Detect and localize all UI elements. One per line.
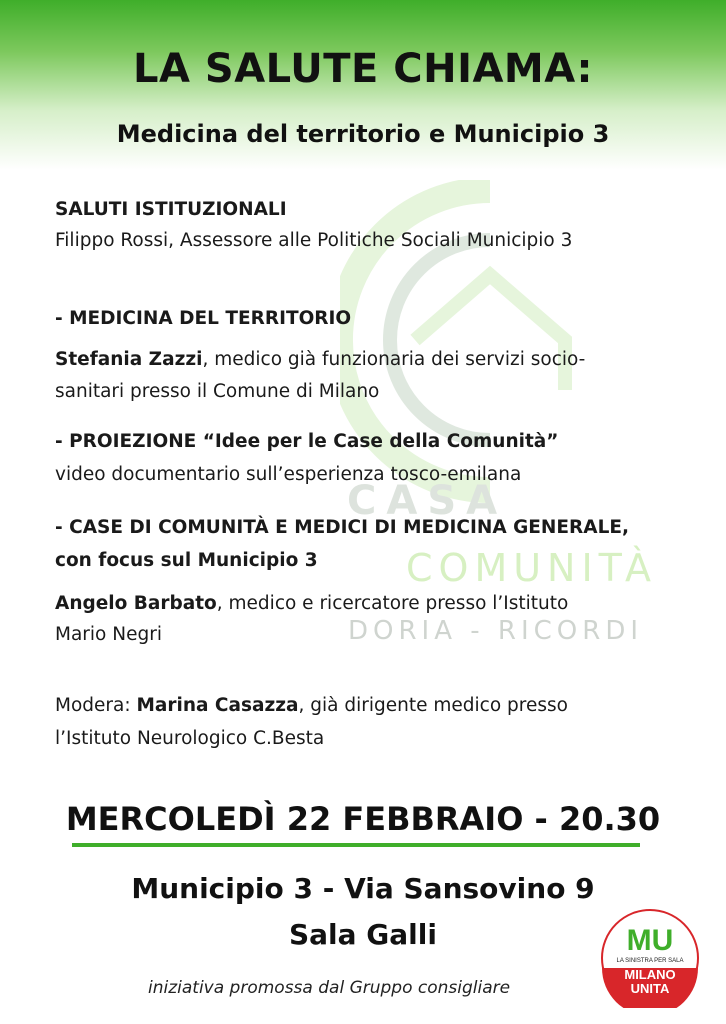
watermark-doria-text: DORIA - RICORDI (348, 616, 644, 646)
modera-name: Marina Casazza (136, 695, 299, 716)
milano-unita-logo-icon (600, 908, 700, 1008)
zazzi-line1 (55, 345, 585, 374)
page-title: LA SALUTE CHIAMA: (133, 46, 593, 92)
modera-line1 (55, 691, 568, 720)
watermark-casa-text: CASA (347, 478, 508, 524)
logo-line1: MILANO (624, 967, 676, 982)
modera-line2: l’Istituto Neurologico C.Besta (55, 728, 325, 749)
venue-line2: Sala Galli (289, 918, 437, 951)
logo-mark: MU (626, 924, 674, 957)
barbato-text: , medico e ricercatore presso l’Istituto (216, 593, 569, 614)
logo-line2: UNITA (630, 981, 670, 996)
watermark-comunita-text: COMUNITÀ (406, 546, 657, 590)
medicina-title: - MEDICINA DEL TERRITORIO (55, 308, 352, 329)
logo-tagline: LA SINISTRA PER SALA (616, 958, 684, 964)
page-subtitle: Medicina del territorio e Municipio 3 (116, 120, 610, 148)
venue-line1: Municipio 3 - Via Sansovino 9 (131, 872, 595, 905)
proiezione-title: - PROIEZIONE “Idee per le Case della Comunità” (55, 431, 559, 452)
modera-label: Modera: (55, 695, 137, 716)
saluti-text: Filippo Rossi, Assessore alle Politiche Sociali Municipio 3 (55, 230, 573, 251)
case-title-line2: con focus sul Municipio 3 (55, 550, 318, 571)
barbato-line2: Mario Negri (55, 624, 162, 645)
saluti-title: SALUTI ISTITUZIONALI (55, 199, 287, 220)
date-underline (72, 843, 640, 847)
zazzi-line2: sanitari presso il Comune di Milano (55, 381, 380, 402)
modera-text: , già dirigente medico presso (298, 695, 568, 716)
barbato-name: Angelo Barbato (55, 593, 217, 614)
case-title-line1: - CASE DI COMUNITÀ E MEDICI DI MEDICINA GENERALE, (55, 517, 630, 538)
zazzi-name: Stefania Zazzi (55, 349, 203, 370)
barbato-line1 (55, 589, 568, 618)
proiezione-text: video documentario sull’esperienza tosco-emilana (55, 464, 522, 485)
promoted-by-text: iniziativa promossa dal Gruppo consigliare (148, 978, 511, 998)
event-date: MERCOLEDÌ 22 FEBBRAIO - 20.30 (65, 800, 661, 838)
zazzi-text: , medico già funzionaria dei servizi socio- (202, 349, 586, 370)
